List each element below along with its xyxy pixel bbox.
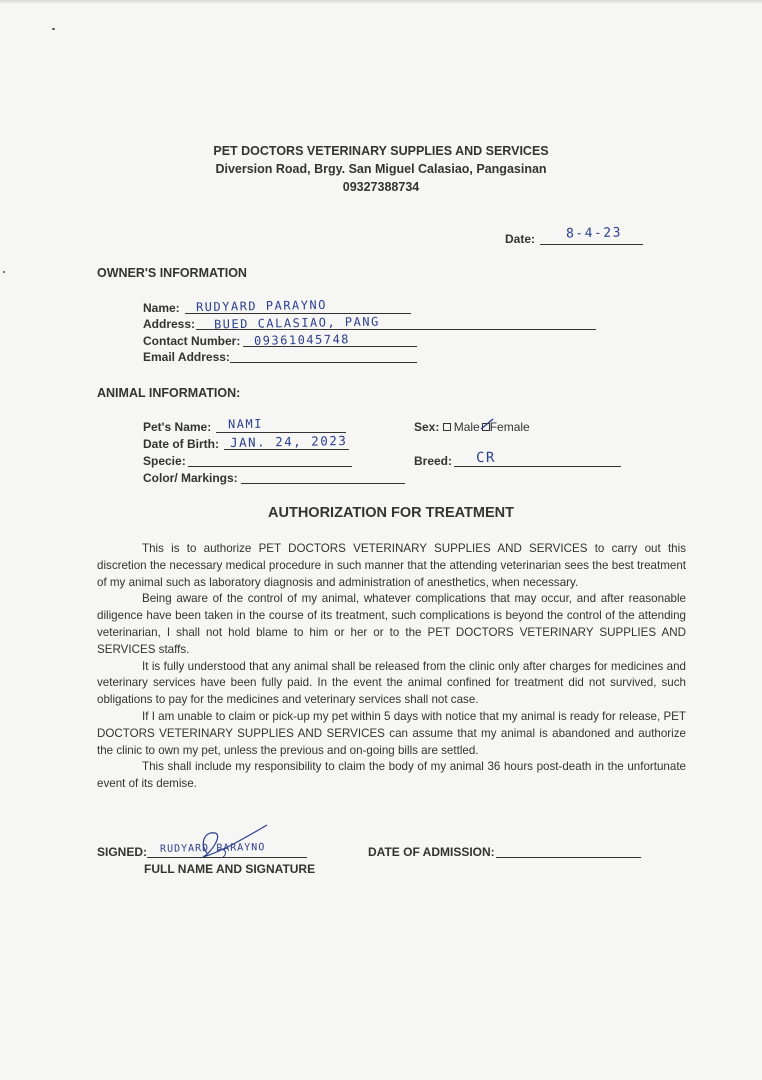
animal-heading: ANIMAL INFORMATION: xyxy=(97,386,241,400)
owner-heading: OWNER'S INFORMATION xyxy=(97,266,247,280)
authorization-paragraph: This is to authorize PET DOCTORS VETERINARY SUPPLIES AND SERVICES to carry out this discretion the necessary medical procedure in such manner that the attending veterinarian sees the best treatment of my animal such as laboratory diagnosis and administration of anesthetics, when necessary. xyxy=(97,542,686,589)
dob-value: JAN. 24, 2023 xyxy=(229,432,348,451)
clinic-name: PET DOCTORS VETERINARY SUPPLIES AND SERVICES xyxy=(213,144,549,158)
owner-name-label: Name: xyxy=(143,301,180,315)
admission-date-label: DATE OF ADMISSION: xyxy=(368,845,495,859)
sex-female-checkbox[interactable] xyxy=(480,420,490,434)
owner-name-value: RUDYARD PARAYNO xyxy=(195,297,327,315)
pet-name-value: NAMI xyxy=(227,416,264,432)
sex-field xyxy=(414,420,530,434)
color-line xyxy=(241,483,405,484)
authorization-paragraph: If I am unable to claim or pick-up my pet within 5 days with notice that my animal is ready for release, PET DOCTORS VETERINARY SUPPLIES AND SERVICES can assume that my animal is abandoned and authorize the clinic to own my pet, unless the previous and on-going bills are settled. xyxy=(97,709,686,757)
handwritten-signature xyxy=(193,823,273,863)
authorization-paragraph: It is fully understood that any animal shall be released from the clinic only after charges for medicines and veterinary services have been fully paid. In the event the animal confined for treatment did not survived, such obligations to pay for the medicines and veterinary services shall not case. xyxy=(97,659,686,707)
date-line xyxy=(540,244,643,245)
date-value: 8-4-23 xyxy=(565,225,623,242)
owner-address-value: BUED CALASIAO, PANG xyxy=(213,314,380,332)
specie-label: Specie: xyxy=(143,454,186,468)
owner-address-label: Address: xyxy=(143,317,196,331)
breed-line xyxy=(454,466,621,467)
signature-caption: FULL NAME AND SIGNATURE xyxy=(144,862,316,876)
owner-contact-label: Contact Number: xyxy=(143,334,241,348)
pet-name-label: Pet's Name: xyxy=(143,420,212,434)
clinic-phone: 09327388734 xyxy=(342,180,420,194)
scan-speck xyxy=(3,271,5,273)
authorization-title: AUTHORIZATION FOR TREATMENT xyxy=(268,505,514,521)
scan-edge xyxy=(0,0,762,4)
sex-female-option: Female xyxy=(489,420,530,434)
authorization-paragraph: Being aware of the control of my animal, whatever complications that may occur, and after reasonable diligence have been taken in the course of its treatment, such complications is beyond the control of the attending veterinarian, I shall not hold blame to him or her or to the PET DOCTORS VETERINARY SUPPLIES AND SERVICES staffs. xyxy=(97,592,686,656)
breed-value: CR xyxy=(475,449,496,467)
signed-label: SIGNED: xyxy=(97,845,148,859)
specie-line xyxy=(188,466,352,467)
color-label: Color/ Markings: xyxy=(143,471,238,485)
sex-label: Sex: xyxy=(414,420,440,434)
authorization-body xyxy=(97,541,686,793)
authorization-paragraph: This shall include my responsibility to claim the body of my animal 36 hours post-death in the unfortunate event of its demise. xyxy=(97,760,686,791)
admission-date-line xyxy=(496,857,641,858)
sex-male-checkbox[interactable] xyxy=(443,423,451,431)
signed-name-value: RUDYARD PARAYNO xyxy=(159,842,266,855)
dob-label: Date of Birth: xyxy=(143,437,219,451)
check-mark-icon xyxy=(480,417,494,431)
breed-label: Breed: xyxy=(414,454,453,468)
owner-contact-value: 09361045748 xyxy=(253,332,351,348)
clinic-address: Diversion Road, Brgy. San Miguel Calasiao, Pangasinan xyxy=(215,162,547,176)
owner-email-label: Email Address: xyxy=(143,350,230,364)
date-label: Date: xyxy=(505,232,536,246)
sex-male-option: Male xyxy=(453,420,480,434)
owner-email-line xyxy=(230,362,417,363)
scan-speck xyxy=(52,28,55,30)
